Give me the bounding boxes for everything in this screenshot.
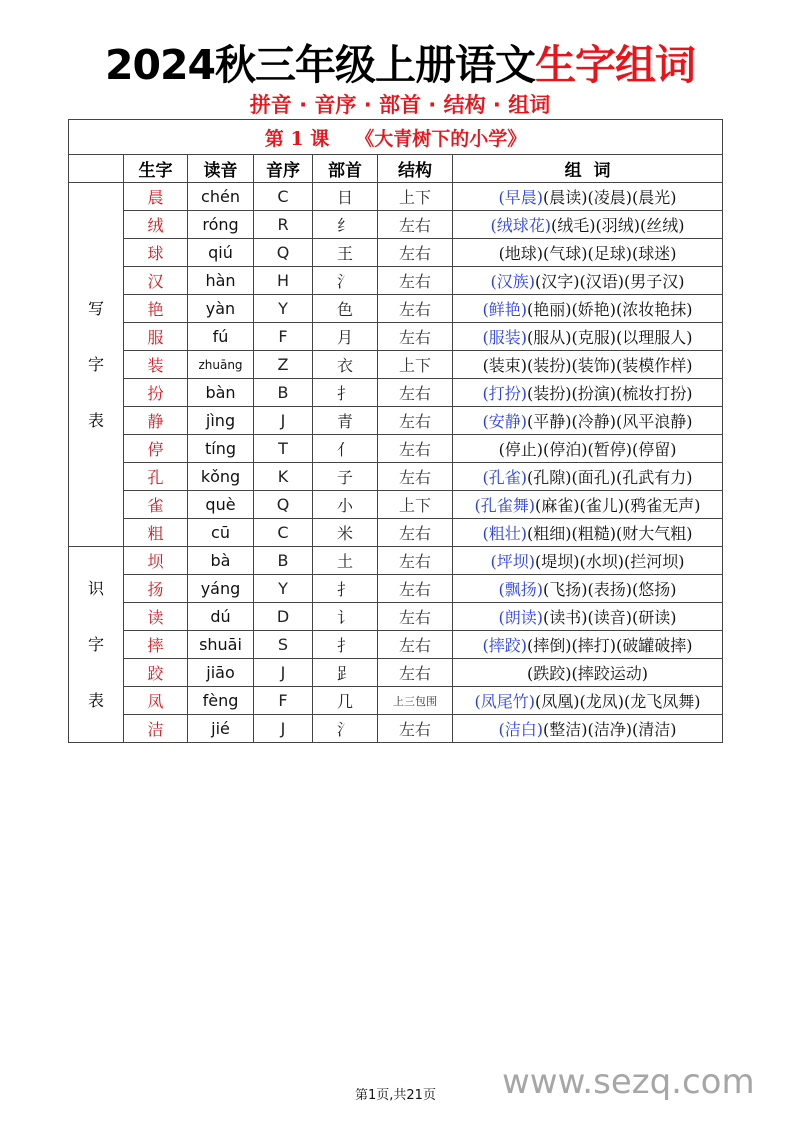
words-cell	[453, 239, 723, 267]
structure-cell: 左右	[378, 211, 453, 239]
radical-cell: 氵	[313, 715, 378, 743]
radical-cell: 青	[313, 407, 378, 435]
section-label-char: 字	[87, 634, 104, 654]
order-cell: B	[254, 379, 313, 407]
table-row	[69, 659, 723, 687]
section-label-char: 字	[87, 354, 104, 374]
structure-cell: 左右	[378, 575, 453, 603]
section-label-char: 识	[87, 578, 104, 598]
order-cell: Q	[254, 239, 313, 267]
highlighted-word: (服装)	[482, 328, 528, 347]
pinyin-cell: qiú	[188, 239, 254, 267]
word-list: (堤坝)(水坝)(拦河坝)	[535, 552, 685, 571]
table-row	[69, 547, 723, 575]
order-cell: T	[254, 435, 313, 463]
radical-cell: 日	[313, 183, 378, 211]
pinyin-cell: jìng	[188, 407, 254, 435]
radical-cell: 亻	[313, 435, 378, 463]
word-list: (艳丽)(娇艳)(浓妆艳抹)	[527, 300, 693, 319]
table-row	[69, 435, 723, 463]
words-cell	[453, 379, 723, 407]
order-cell: J	[254, 407, 313, 435]
radical-cell: 纟	[313, 211, 378, 239]
table-row	[69, 491, 723, 519]
pinyin-cell: jié	[188, 715, 254, 743]
word-list: (摔倒)(摔打)(破罐破摔)	[527, 636, 693, 655]
radical-cell: 氵	[313, 267, 378, 295]
order-cell: F	[254, 687, 313, 715]
section-label-char: 写	[87, 298, 104, 318]
structure-cell: 左右	[378, 547, 453, 575]
table-row	[69, 295, 723, 323]
word-list: (整洁)(洁净)(清洁)	[543, 720, 677, 739]
char-cell: 服	[124, 323, 188, 351]
words-cell	[453, 547, 723, 575]
word-list: (麻雀)(雀儿)(鸦雀无声)	[535, 496, 701, 515]
words-cell	[453, 323, 723, 351]
table-row	[69, 715, 723, 743]
structure-cell: 上下	[378, 183, 453, 211]
table-row	[69, 463, 723, 491]
char-cell: 摔	[124, 631, 188, 659]
structure-cell: 左右	[378, 295, 453, 323]
highlighted-word: (汉族)	[490, 272, 536, 291]
char-cell: 坝	[124, 547, 188, 575]
word-list: (服从)(克服)(以理服人)	[527, 328, 693, 347]
radical-cell: 𧾷	[313, 659, 378, 687]
pinyin-cell: kǒng	[188, 463, 254, 491]
lesson-number: 第 1 课	[264, 127, 330, 150]
order-cell: C	[254, 183, 313, 211]
pinyin-cell: hàn	[188, 267, 254, 295]
highlighted-word: (孔雀)	[482, 468, 528, 487]
order-cell: F	[254, 323, 313, 351]
words-cell	[453, 575, 723, 603]
radical-cell: 扌	[313, 575, 378, 603]
table-row	[69, 239, 723, 267]
char-cell: 汉	[124, 267, 188, 295]
pinyin-cell: zhuāng	[188, 351, 254, 379]
radical-cell: 小	[313, 491, 378, 519]
table-row	[69, 351, 723, 379]
structure-cell: 上三包围	[378, 687, 453, 715]
highlighted-word: (早晨)	[498, 188, 544, 207]
char-cell: 洁	[124, 715, 188, 743]
char-cell: 静	[124, 407, 188, 435]
pinyin-cell: yàn	[188, 295, 254, 323]
words-cell	[453, 407, 723, 435]
column-header-pinyin: 读音	[188, 155, 254, 183]
table-row	[69, 575, 723, 603]
radical-cell: 扌	[313, 631, 378, 659]
table-row	[69, 183, 723, 211]
words-cell	[453, 715, 723, 743]
highlighted-word: (朗读)	[498, 608, 544, 627]
table-row	[69, 267, 723, 295]
highlighted-word: (凤尾竹)	[474, 692, 536, 711]
table-row	[69, 407, 723, 435]
char-cell: 凤	[124, 687, 188, 715]
char-cell: 读	[124, 603, 188, 631]
table-row	[69, 323, 723, 351]
words-cell	[453, 687, 723, 715]
pinyin-cell: fú	[188, 323, 254, 351]
order-cell: Q	[254, 491, 313, 519]
order-cell: K	[254, 463, 313, 491]
char-cell: 孔	[124, 463, 188, 491]
char-cell: 粗	[124, 519, 188, 547]
char-cell: 扮	[124, 379, 188, 407]
column-header-words: 组 词	[453, 155, 723, 183]
words-cell	[453, 463, 723, 491]
order-cell: C	[254, 519, 313, 547]
pinyin-cell: yáng	[188, 575, 254, 603]
word-list: (孔隙)(面孔)(孔武有力)	[527, 468, 693, 487]
highlighted-word: (打扮)	[482, 384, 528, 403]
order-cell: J	[254, 659, 313, 687]
section-label	[69, 547, 124, 743]
word-list: (飞扬)(表扬)(悠扬)	[543, 580, 677, 599]
highlighted-word: (洁白)	[498, 720, 544, 739]
words-cell	[453, 659, 723, 687]
pinyin-cell: chén	[188, 183, 254, 211]
word-list: (装扮)(扮演)(梳妆打扮)	[527, 384, 693, 403]
word-list: (晨读)(凌晨)(晨光)	[543, 188, 677, 207]
radical-cell: 月	[313, 323, 378, 351]
column-header-structure: 结构	[378, 155, 453, 183]
structure-cell: 上下	[378, 491, 453, 519]
order-cell: D	[254, 603, 313, 631]
radical-cell: 衣	[313, 351, 378, 379]
structure-cell: 上下	[378, 351, 453, 379]
order-cell: J	[254, 715, 313, 743]
structure-cell: 左右	[378, 715, 453, 743]
order-cell: H	[254, 267, 313, 295]
char-cell: 雀	[124, 491, 188, 519]
highlighted-word: (飘扬)	[498, 580, 544, 599]
char-cell: 跤	[124, 659, 188, 687]
column-header-row	[69, 155, 723, 183]
section-label-char: 表	[87, 410, 104, 430]
watermark: www.sezq.com	[502, 1062, 755, 1102]
column-header-radical: 部首	[313, 155, 378, 183]
pinyin-cell: bàn	[188, 379, 254, 407]
char-cell: 球	[124, 239, 188, 267]
highlighted-word: (鲜艳)	[482, 300, 528, 319]
pinyin-cell: cū	[188, 519, 254, 547]
word-list: (跌跤)(摔跤运动)	[527, 664, 649, 683]
order-cell: S	[254, 631, 313, 659]
word-list: (汉字)(汉语)(男子汉)	[535, 272, 685, 291]
highlighted-word: (孔雀舞)	[474, 496, 536, 515]
page-indicator: 第1页,共21页	[355, 1088, 436, 1103]
table-row	[69, 603, 723, 631]
page-subtitle: 拼音 · 音序 · 部首 · 结构 · 组词	[249, 93, 551, 117]
radical-cell: 讠	[313, 603, 378, 631]
word-list: (读书)(读音)(研读)	[543, 608, 677, 627]
structure-cell: 左右	[378, 435, 453, 463]
structure-cell: 左右	[378, 463, 453, 491]
words-cell	[453, 183, 723, 211]
page-title	[0, 40, 800, 90]
words-cell	[453, 491, 723, 519]
highlighted-word: (坪坝)	[490, 552, 536, 571]
table-row	[69, 379, 723, 407]
word-list: (平静)(冷静)(风平浪静)	[527, 412, 693, 431]
pinyin-cell: fèng	[188, 687, 254, 715]
table-row	[69, 631, 723, 659]
radical-cell: 色	[313, 295, 378, 323]
structure-cell: 左右	[378, 379, 453, 407]
highlighted-word: (绒球花)	[490, 216, 552, 235]
order-cell: Z	[254, 351, 313, 379]
char-cell: 扬	[124, 575, 188, 603]
highlighted-word: (粗壮)	[482, 524, 528, 543]
radical-cell: 王	[313, 239, 378, 267]
order-cell: B	[254, 547, 313, 575]
structure-cell: 左右	[378, 631, 453, 659]
char-cell: 绒	[124, 211, 188, 239]
lesson-title-row	[69, 120, 723, 155]
structure-cell: 左右	[378, 323, 453, 351]
title-main: 2024秋三年级上册语文	[104, 41, 536, 89]
pinyin-cell: jiāo	[188, 659, 254, 687]
word-list: (停止)(停泊)(暂停)(停留)	[498, 440, 677, 459]
words-cell	[453, 435, 723, 463]
vocabulary-table	[68, 119, 723, 743]
char-cell: 停	[124, 435, 188, 463]
section-label	[69, 183, 124, 547]
highlighted-word: (摔跤)	[482, 636, 528, 655]
pinyin-cell: tíng	[188, 435, 254, 463]
word-list: (粗细)(粗糙)(财大气粗)	[527, 524, 693, 543]
pinyin-cell: què	[188, 491, 254, 519]
structure-cell: 左右	[378, 603, 453, 631]
pinyin-cell: bà	[188, 547, 254, 575]
word-list: (凤凰)(龙凤)(龙飞凤舞)	[535, 692, 701, 711]
structure-cell: 左右	[378, 407, 453, 435]
column-header-char: 生字	[124, 155, 188, 183]
highlighted-word: (安静)	[482, 412, 528, 431]
structure-cell: 左右	[378, 267, 453, 295]
char-cell: 晨	[124, 183, 188, 211]
order-cell: Y	[254, 575, 313, 603]
word-list: (装束)(装扮)(装饰)(装模作样)	[482, 356, 693, 375]
word-list: (绒毛)(羽绒)(丝绒)	[551, 216, 685, 235]
order-cell: R	[254, 211, 313, 239]
pinyin-cell: shuāi	[188, 631, 254, 659]
column-header-order: 音序	[254, 155, 313, 183]
radical-cell: 几	[313, 687, 378, 715]
column-header-section	[69, 155, 124, 183]
words-cell	[453, 211, 723, 239]
table-row	[69, 687, 723, 715]
table-row	[69, 211, 723, 239]
char-cell: 艳	[124, 295, 188, 323]
char-cell: 装	[124, 351, 188, 379]
radical-cell: 土	[313, 547, 378, 575]
pinyin-cell: dú	[188, 603, 254, 631]
radical-cell: 子	[313, 463, 378, 491]
words-cell	[453, 351, 723, 379]
words-cell	[453, 631, 723, 659]
radical-cell: 米	[313, 519, 378, 547]
radical-cell: 扌	[313, 379, 378, 407]
word-list: (地球)(气球)(足球)(球迷)	[498, 244, 677, 263]
structure-cell: 左右	[378, 659, 453, 687]
structure-cell: 左右	[378, 239, 453, 267]
words-cell	[453, 519, 723, 547]
words-cell	[453, 295, 723, 323]
section-label-char: 表	[87, 690, 104, 710]
title-highlight: 生字组词	[535, 41, 696, 89]
lesson-title	[69, 120, 723, 155]
words-cell	[453, 603, 723, 631]
lesson-name: 《大青树下的小学》	[355, 127, 527, 150]
pinyin-cell: róng	[188, 211, 254, 239]
table-row	[69, 519, 723, 547]
words-cell	[453, 267, 723, 295]
order-cell: Y	[254, 295, 313, 323]
structure-cell: 左右	[378, 519, 453, 547]
